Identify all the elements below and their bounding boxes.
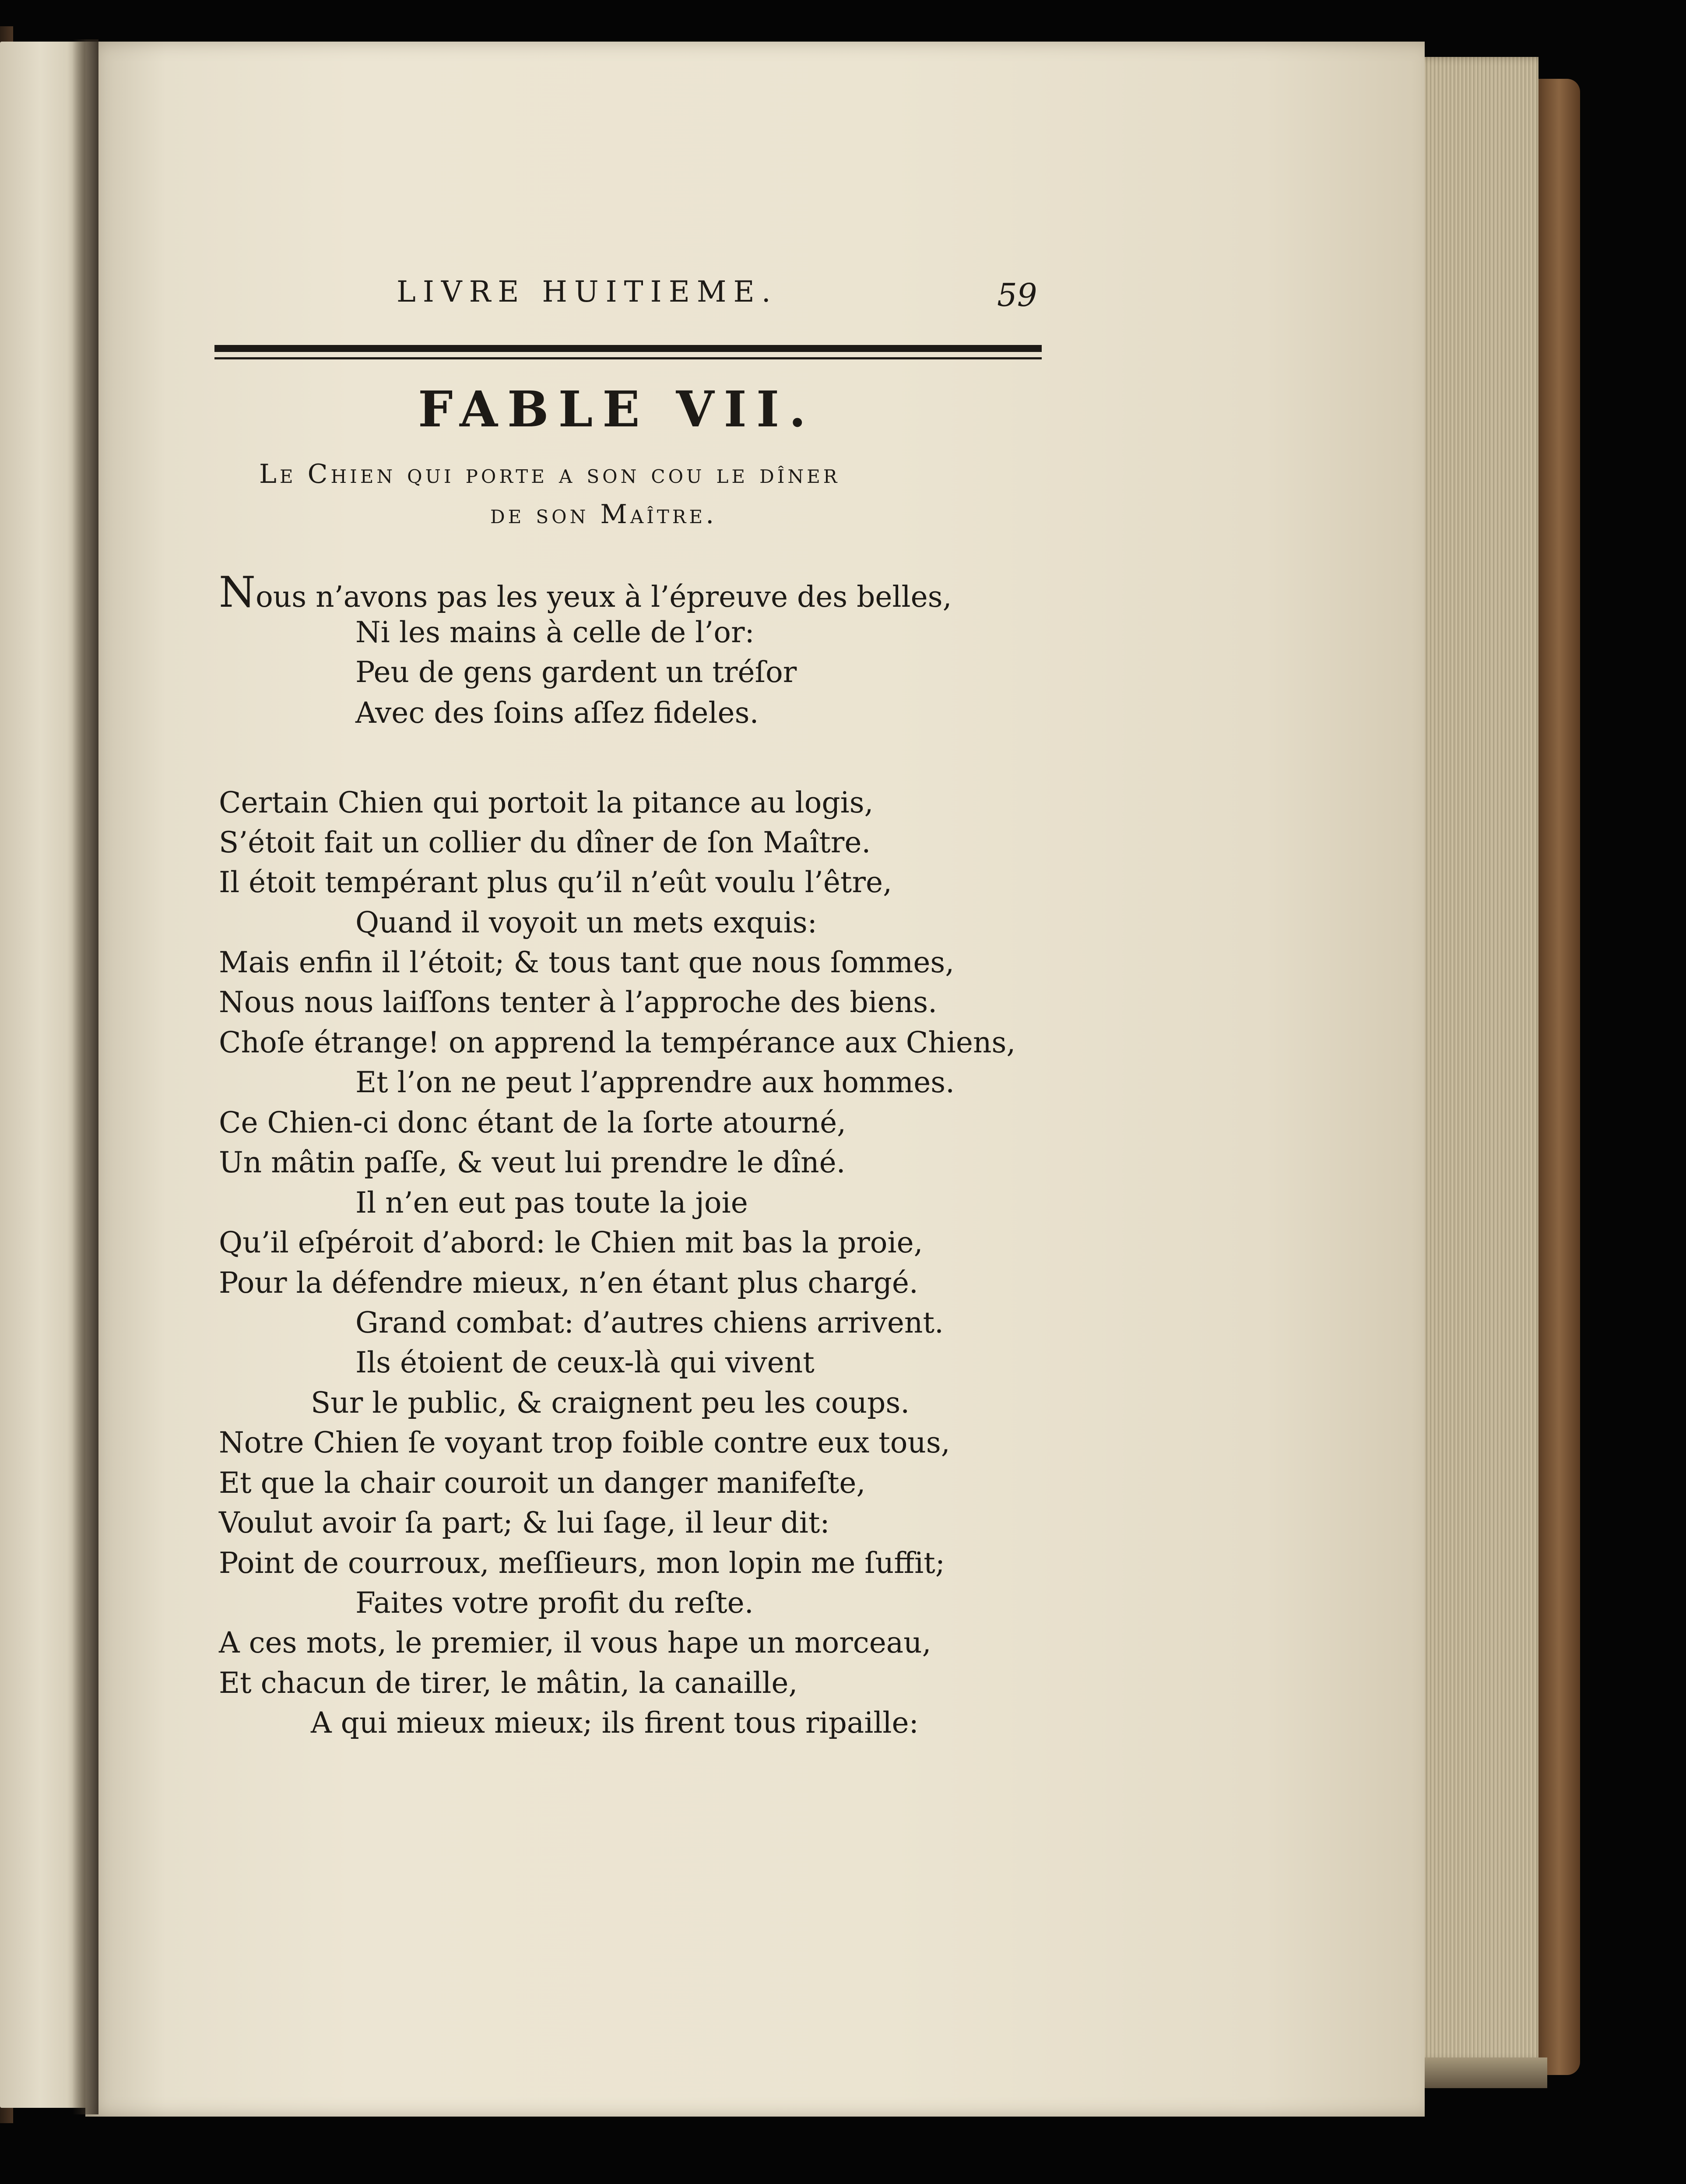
verse-line: Quand il voyoit un mets exquis: [355, 906, 817, 939]
verse-line-1-text: ous n’avons pas les yeux à l’épreuve des belles, [256, 580, 952, 614]
verse-line: Mais enfin il l’étoit; & tous tant que nous ſommes, [219, 946, 955, 979]
fable-subtitle-line-1: Le Chien qui porte a son cou le dîner [259, 459, 840, 489]
verse-line: Nous nous laiſſons tenter à l’approche des biens. [219, 985, 938, 1019]
verse-line: Point de courroux, meſſieurs, mon lopin me ſuffit; [219, 1546, 945, 1580]
verse-line: Faites votre profit du reſte. [355, 1586, 754, 1620]
verse-line: S’étoit fait un collier du dîner de ſon Maître. [219, 826, 871, 859]
verse-line: Et chacun de tirer, le mâtin, la canaille, [219, 1666, 798, 1700]
running-head: LIVRE HUITIEME. [397, 275, 778, 309]
page-number: 59 [997, 277, 1037, 313]
verse-line: Peu de gens gardent un tréſor [355, 655, 797, 689]
verse-line: Pour la défendre mieux, n’en étant plus chargé. [219, 1266, 918, 1300]
verse-line: Il n’en eut pas toute la joie [355, 1186, 748, 1220]
verse-line-1 [219, 568, 952, 617]
fable-title: FABLE VII. [418, 381, 816, 438]
verse-line: Voulut avoir ſa part; & lui ſage, il leur dit: [219, 1506, 830, 1540]
verse-line: Et que la chair couroit un danger manifeſte, [219, 1466, 866, 1500]
verse-line: Sur le public, & craignent peu les coups. [311, 1386, 910, 1420]
verse-line: Ni les mains à celle de l’or: [355, 615, 755, 649]
verse-line: Ce Chien-ci donc étant de la ſorte atourné, [219, 1106, 847, 1139]
verse-line: Avec des ſoins aſſez fideles. [355, 696, 759, 730]
header-rule-thin [214, 357, 1042, 359]
fable-subtitle-line-2: de son Maître. [490, 499, 717, 530]
drop-initial: N [219, 568, 256, 617]
header-rule-thick [214, 345, 1042, 352]
verse-line: A qui mieux mieux; ils firent tous ripaille: [311, 1706, 919, 1740]
verse-line: Qu’il eſpéroit d’abord: le Chien mit bas la proie, [219, 1226, 923, 1259]
verse-line: A ces mots, le premier, il vous hape un morceau, [219, 1626, 931, 1660]
verse-line: Choſe étrange! on apprend la tempérance aux Chiens, [219, 1026, 1016, 1059]
verse-line: Certain Chien qui portoit la pitance au logis, [219, 786, 874, 819]
verse-line: Un mâtin paſſe, & veut lui prendre le dîné. [219, 1146, 846, 1179]
page-gutter-shadow [72, 39, 98, 2114]
verse-line: Notre Chien ſe voyant trop foible contre eux tous, [219, 1426, 950, 1460]
verse-line: Et l’on ne peut l’apprendre aux hommes. [355, 1066, 955, 1099]
verse-line: Ils étoient de ceux-là qui vivent [355, 1346, 815, 1379]
page-fore-edge [1416, 57, 1538, 2062]
verse-line: Il étoit tempérant plus qu’il n’eût voulu l’être, [219, 865, 892, 899]
page-block-bottom [1416, 2057, 1547, 2088]
verse-line: Grand combat: d’autres chiens arrivent. [355, 1306, 944, 1340]
